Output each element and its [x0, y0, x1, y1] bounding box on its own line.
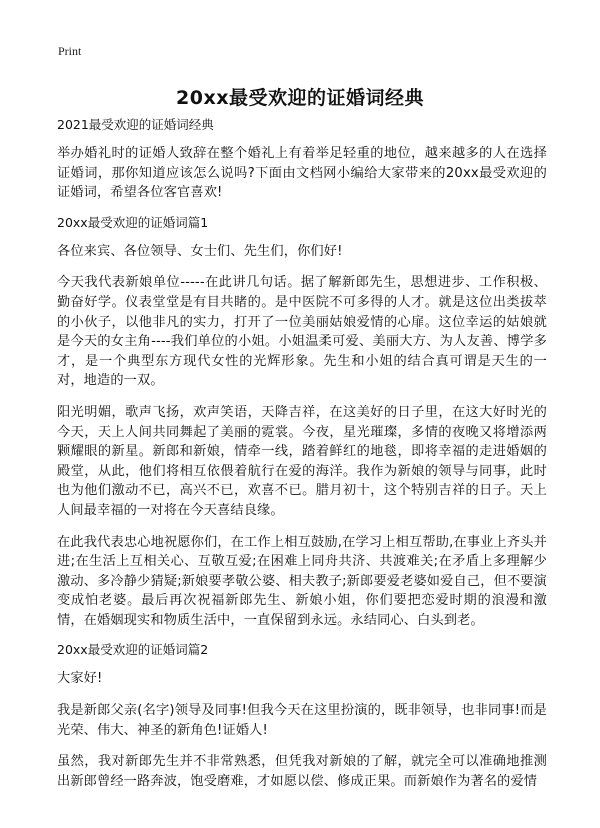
print-link[interactable]: Print: [58, 44, 82, 58]
page-title: 20xx最受欢迎的证婚词经典: [176, 87, 424, 109]
section-heading: 2021最受欢迎的证婚词经典: [57, 117, 214, 132]
body-paragraph: 今天我代表新娘单位-----在此讲几句话。据了解新郎先生，思想进步、工作积极、勤奋好学。仪表堂堂是有目共睹的。是中医院不可多得的人才。就是这位出类拔萃的小伙子，以他非凡的实力，打开了一位美丽姑娘爱情的心扉。这位幸运的姑娘就是今天的女主角----我们单位的小姐。小姐温柔可爱、美丽大方、为人友善、博学多才，是一个典型东方现代女性的光辉形象。先生和小姐的结合真可谓是天生的一对，地造的一双。: [57, 275, 547, 389]
section-heading: 20xx最受欢迎的证婚词篇2: [57, 642, 209, 658]
intro-paragraph: 举办婚礼时的证婚人致辞在整个婚礼上有着举足轻重的地位，越来越多的人在选择证婚词，那你知道应该怎么说吗?下面由文档网小编给大家带来的20xx最受欢迎的证婚词，希望各位客官喜欢!: [57, 146, 547, 201]
body-paragraph: 我是新郎父亲(名字)领导及同事!但我今天在这里扮演的，既非领导，也非同事!而是光荣、伟大、神圣的新角色!证婚人!: [57, 703, 547, 738]
body-paragraph: 大家好!: [57, 671, 103, 687]
article-body: [57, 117, 547, 803]
section-heading: 20xx最受欢迎的证婚词篇1: [57, 214, 209, 230]
body-paragraph: 各位来宾、各位领导、女士们、先生们，你们好!: [57, 243, 343, 259]
body-paragraph: 阳光明媚，歌声飞扬，欢声笑语，天降吉祥，在这美好的日子里，在这大好时光的今天，天上人间共同舞起了美丽的霓裳。今夜，星光璀璨，多情的夜晚又将增添两颗耀眼的新星。新郎和新娘，情牵一线，踏着鲜红的地毯，即将幸福的走进婚姻的殿堂，从此，他们将相互依偎着航行在爱的海洋。我作为新娘的领导与同事，此时也为他们激动不已，高兴不已，欢喜不已。腊月初十，这个特别吉祥的日子。天上人间最幸福的一对将在今天喜结良缘。: [57, 404, 547, 518]
body-paragraph: 在此我代表忠心地祝愿你们，在工作上相互鼓励,在学习上相互帮助,在事业上齐头并进;在生活上互相关心、互敬互爱;在困难上同舟共济、共渡难关;在矛盾上多理解少激动、多冷静少猜疑;新娘要孝敬公婆、相夫教子;新郎要爱老婆如爱自己，但不要演变成怕老婆。最后再次祝福新郎先生、新娘小姐，你们要把恋爱时期的浪漫和激情，在婚姻现实和物质生活中，一直保留到永远。永结同心、白头到老。: [57, 534, 547, 628]
body-paragraph: 虽然，我对新郎先生并不非常熟悉，但凭我对新娘的了解，就完全可以准确地推测出新郎曾经一路奔波，饱受磨难，才如愿以偿、修成正果。而新娘作为著名的爱情: [57, 754, 547, 789]
